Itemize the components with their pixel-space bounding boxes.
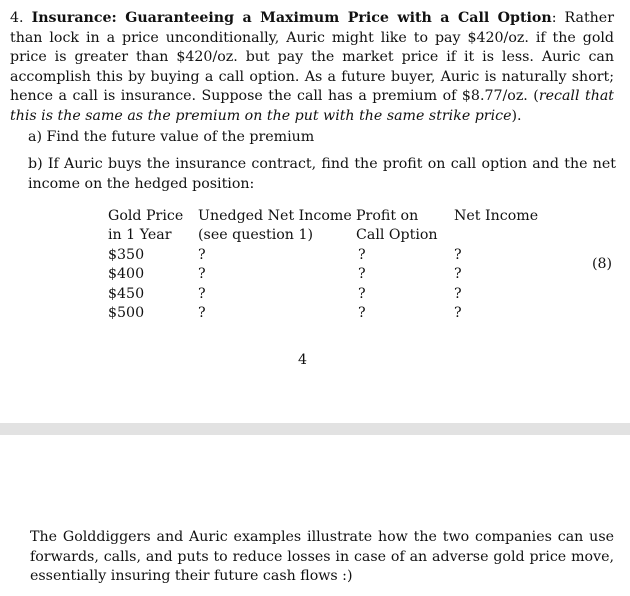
income-table	[108, 207, 554, 323]
closing-paragraph: The Golddiggers and Auric examples illustrate how the two companies can use forwards, calls, and puts to reduce losses in case of an adverse gold price move, essentially insuring their future cash flows :)	[30, 529, 614, 585]
problem-body-end: ).	[511, 107, 522, 124]
part-b: b) If Auric buys the insurance contract, find the profit on call option and the net income on the hedged position:	[28, 156, 616, 192]
profit-cell: ?	[358, 246, 366, 263]
header-gold-price-2: in 1 Year	[108, 227, 172, 244]
net-income-cell: ?	[454, 246, 462, 263]
gold-price-cell: $450	[108, 285, 145, 302]
table-header-row-1	[108, 207, 554, 226]
unhedged-cell: ?	[198, 305, 206, 322]
header-unhedged-2: (see question 1)	[198, 227, 314, 244]
header-profit-2: Call Option	[356, 227, 438, 244]
net-income-cell: ?	[454, 266, 462, 283]
header-net-income-1: Net Income	[454, 208, 539, 224]
header-profit-1: Profit on	[356, 208, 419, 224]
profit-cell: ?	[358, 285, 366, 302]
table-row	[108, 285, 554, 304]
profit-cell: ?	[358, 266, 366, 283]
net-income-cell: ?	[454, 305, 462, 322]
gold-price-cell: $350	[108, 246, 145, 263]
profit-cell: ?	[358, 305, 366, 322]
problem-number: 4.	[10, 10, 24, 26]
table-row	[108, 265, 554, 284]
problem-statement	[10, 9, 614, 127]
part-a: a) Find the future value of the premium	[28, 129, 315, 145]
unhedged-cell: ?	[198, 246, 206, 263]
table-header-row-2	[108, 226, 554, 245]
points-label: (8)	[592, 256, 613, 272]
gold-price-cell: $400	[108, 266, 145, 283]
problem-italic-note: recall that this is the same as the premium on the put with the same strike price	[10, 88, 614, 124]
table-row	[108, 246, 554, 265]
problem-body: : Rather than lock in a price unconditionally, Auric might like to pay $420/oz. if the gold price is greater than $420/oz. but pay the market price if it is less. Auric can accomplish this by buying a call option. As a future buyer, Auric is naturally short; hence a call is insurance. Suppose the call has a premium of $8.77/oz. (	[10, 10, 614, 105]
problem-title: Insurance: Guaranteeing a Maximum Price with a Call Option	[31, 10, 552, 26]
unhedged-cell: ?	[198, 266, 206, 283]
page-number: 4	[298, 352, 308, 368]
header-gold-price-1: Gold Price	[108, 208, 184, 224]
net-income-cell: ?	[454, 285, 462, 302]
header-unhedged-1: Unedged Net Income	[198, 208, 352, 224]
header-net-income-2	[454, 226, 554, 245]
page-separator	[0, 423, 630, 435]
unhedged-cell: ?	[198, 285, 206, 302]
table-row	[108, 304, 554, 323]
gold-price-cell: $500	[108, 305, 145, 322]
